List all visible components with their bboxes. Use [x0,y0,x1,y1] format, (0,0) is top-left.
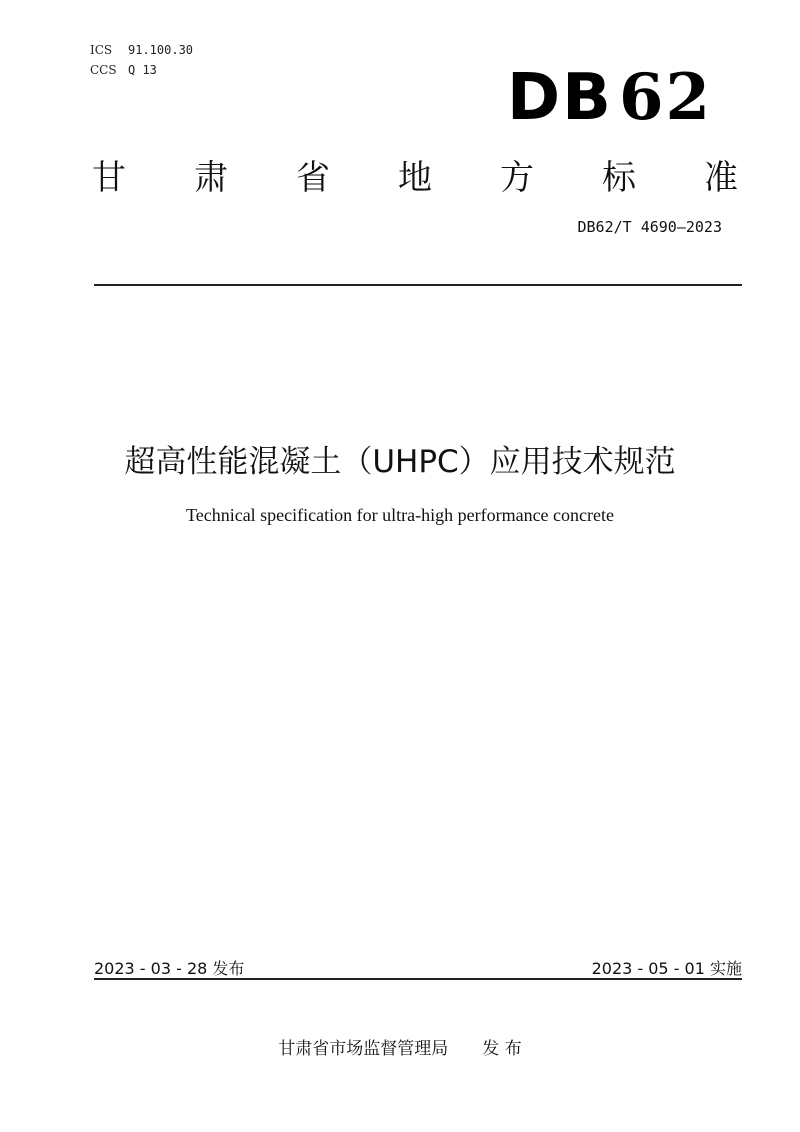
db-logo-number: 62 [618,60,712,135]
standard-type-char: 肃 [194,158,228,198]
standard-type-char: 甘 [92,158,126,198]
issuer-organization: 甘肃省市场监督管理局 [278,1039,449,1059]
standard-type-char: 方 [500,158,534,198]
standard-type-heading [92,150,738,199]
document-title-chinese: 超高性能混凝土（UHPC）应用技术规范 [124,444,676,480]
date-row [94,956,742,979]
ics-row [90,40,193,60]
bottom-divider [94,978,742,980]
issue-date: 2023 - 03 - 28 发布 [94,959,245,978]
standard-type-char: 地 [398,158,432,198]
ccs-value: Q 13 [128,63,157,77]
issuer-line [0,1034,800,1059]
standard-type-char: 准 [704,158,738,198]
issuer-action: 发 布 [482,1039,522,1059]
standard-code: DB62/T 4690—2023 [577,218,722,236]
top-divider [94,284,742,286]
ics-label: ICS [90,43,113,57]
classification-codes [90,40,193,80]
ics-value: 91.100.30 [128,43,194,57]
db-logo-letters: DB [507,61,613,135]
standard-type-char: 省 [296,158,330,198]
ccs-label: CCS [90,63,117,77]
ccs-row [90,60,193,80]
document-title-english: Technical specification for ultra-high performance concrete [185,505,615,525]
effective-date: 2023 - 05 - 01 实施 [591,959,742,978]
standard-type-char: 标 [602,158,636,198]
db62-logo [507,60,712,135]
